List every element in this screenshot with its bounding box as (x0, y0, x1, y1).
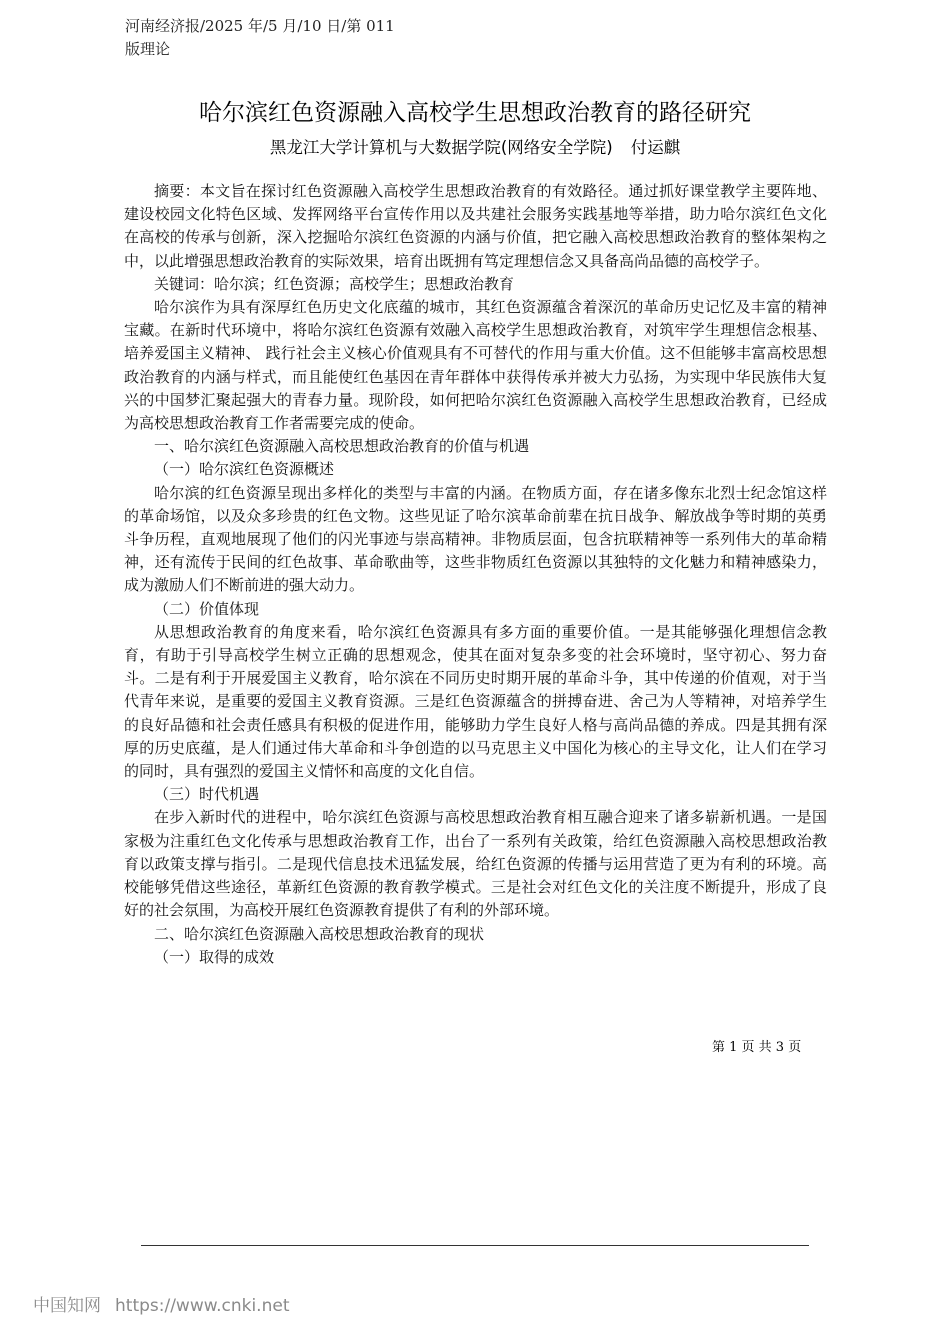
abstract-paragraph: 摘要：本文旨在探讨红色资源融入高校学生思想政治教育的有效路径。通过抓好课堂教学主要阵地、建设校园文化特色区域、发挥网络平台宣传作用以及共建社会服务实践基地等举措，助力哈尔滨红色文化在高校的传承与创新，深入挖掘哈尔滨红色资源的内涵与价值，把它融入高校思想政治教育的整体架构之中，以此增强思想政治教育的实际效果，培育出既拥有笃定理想信念又具备高尚品德的高校学子。 (124, 182, 827, 270)
body-paragraph: 从思想政治教育的角度来看，哈尔滨红色资源具有多方面的重要价值。一是其能够强化理想信念教育，有助于引导高校学生树立正确的思想观念，使其在面对复杂多变的社会环境时，坚守初心、努力奋斗。二是有利于开展爱国主义教育，哈尔滨在不同历史时期开展的革命斗争，其中传递的价值观，对于当代青年来说，是重要的爱国主义教育资源。三是红色资源蕴含的拼搏奋进、舍己为人等精神，对培养学生的良好品德和社会责任感具有积极的促进作用，能够助力学生良好人格与高尚品德的养成。四是其拥有深厚的历史底蕴，是人们通过伟大革命和斗争创造的以马克思主义中国化为核心的主导文化，让人们在学习的同时，具有强烈的爱国主义情怀和高度的文化自信。 (124, 622, 827, 781)
section-heading: 一、哈尔滨红色资源融入高校思想政治教育的价值与机遇 (154, 437, 530, 456)
source-line: 河南经济报/2025 年/5 月/10 日/第 011 (125, 17, 395, 35)
subsection-heading: （一）取得的成效 (154, 947, 275, 966)
body-paragraph: 在步入新时代的进程中，哈尔滨红色资源与高校思想政治教育相互融合迎来了诸多崭新机遇。一是国家极为注重红色文化传承与思想政治教育工作，出台了一系列有关政策，给红色资源融入高校思想政治教育以政策支撑与指引。二是现代信息技术迅猛发展，给红色资源的传播与运用营造了更为有利的环境。高校能够凭借这些途径，革新红色资源的教育教学模式。三是社会对红色文化的关注度不断提升，形成了良好的社会氛围，为高校开展红色资源教育提供了有利的外部环境。 (124, 808, 827, 920)
intro-paragraph: 哈尔滨作为具有深厚红色历史文化底蕴的城市，其红色资源蕴含着深沉的革命历史记忆及丰富的精神宝藏。在新时代环境中，将哈尔滨红色资源有效融入高校学生思想政治教育，对筑牢学生理想信念根基、 培养爱国主义精神、 践行社会主义核心价值观具有不可替代的作用与重大价值。这不但能够丰富高校思想政治教育的内涵与样式，而且能使红色基因在青年群体中获得传承并被大力弘扬，为实现中华民族伟大复兴的中国梦汇聚起强大的青春力量。现阶段，如何把哈尔滨红色资源融入高校学生思想政治教育，已经成为高校思想政治教育工作者需要完成的使命。 (124, 298, 827, 433)
footer-divider (141, 1245, 809, 1246)
watermark-url: https://www.cnki.net (115, 1296, 290, 1316)
subsection-heading: （三）时代机遇 (154, 785, 260, 804)
page-number: 第 1 页 共 3 页 (712, 1040, 802, 1055)
author-line (0, 135, 950, 161)
publication-source (125, 15, 485, 61)
article-body (124, 180, 827, 969)
article-title: 哈尔滨红色资源融入高校学生思想政治教育的路径研究 (199, 100, 751, 127)
section-heading: 二、哈尔滨红色资源融入高校思想政治教育的现状 (154, 924, 485, 943)
keywords-paragraph: 关键词：哈尔滨；红色资源；高校学生；思想政治教育 (154, 274, 515, 293)
source-line: 版理论 (125, 40, 171, 58)
author-name: 付运麒 (630, 138, 681, 157)
watermark (33, 1294, 289, 1318)
watermark-brand: 中国知网 (33, 1296, 101, 1316)
subsection-heading: （二）价值体现 (154, 599, 260, 618)
body-paragraph: 哈尔滨的红色资源呈现出多样化的类型与丰富的内涵。在物质方面，存在诸多像东北烈士纪念馆这样的革命场馆，以及众多珍贵的红色文物。这些见证了哈尔滨革命前辈在抗日战争、解放战争等时期的英勇斗争历程，直观地展现了他们的闪光事迹与崇高精神。非物质层面，包含抗联精神等一系列伟大的革命精神，还有流传于民间的红色故事、革命歌曲等，这些非物质红色资源以其独特的文化魅力和精神感染力，成为激励人们不断前进的强大动力。 (124, 483, 827, 595)
subsection-heading: （一）哈尔滨红色资源概述 (154, 460, 335, 479)
author-affiliation: 黑龙江大学计算机与大数据学院(网络安全学院) (269, 138, 613, 157)
